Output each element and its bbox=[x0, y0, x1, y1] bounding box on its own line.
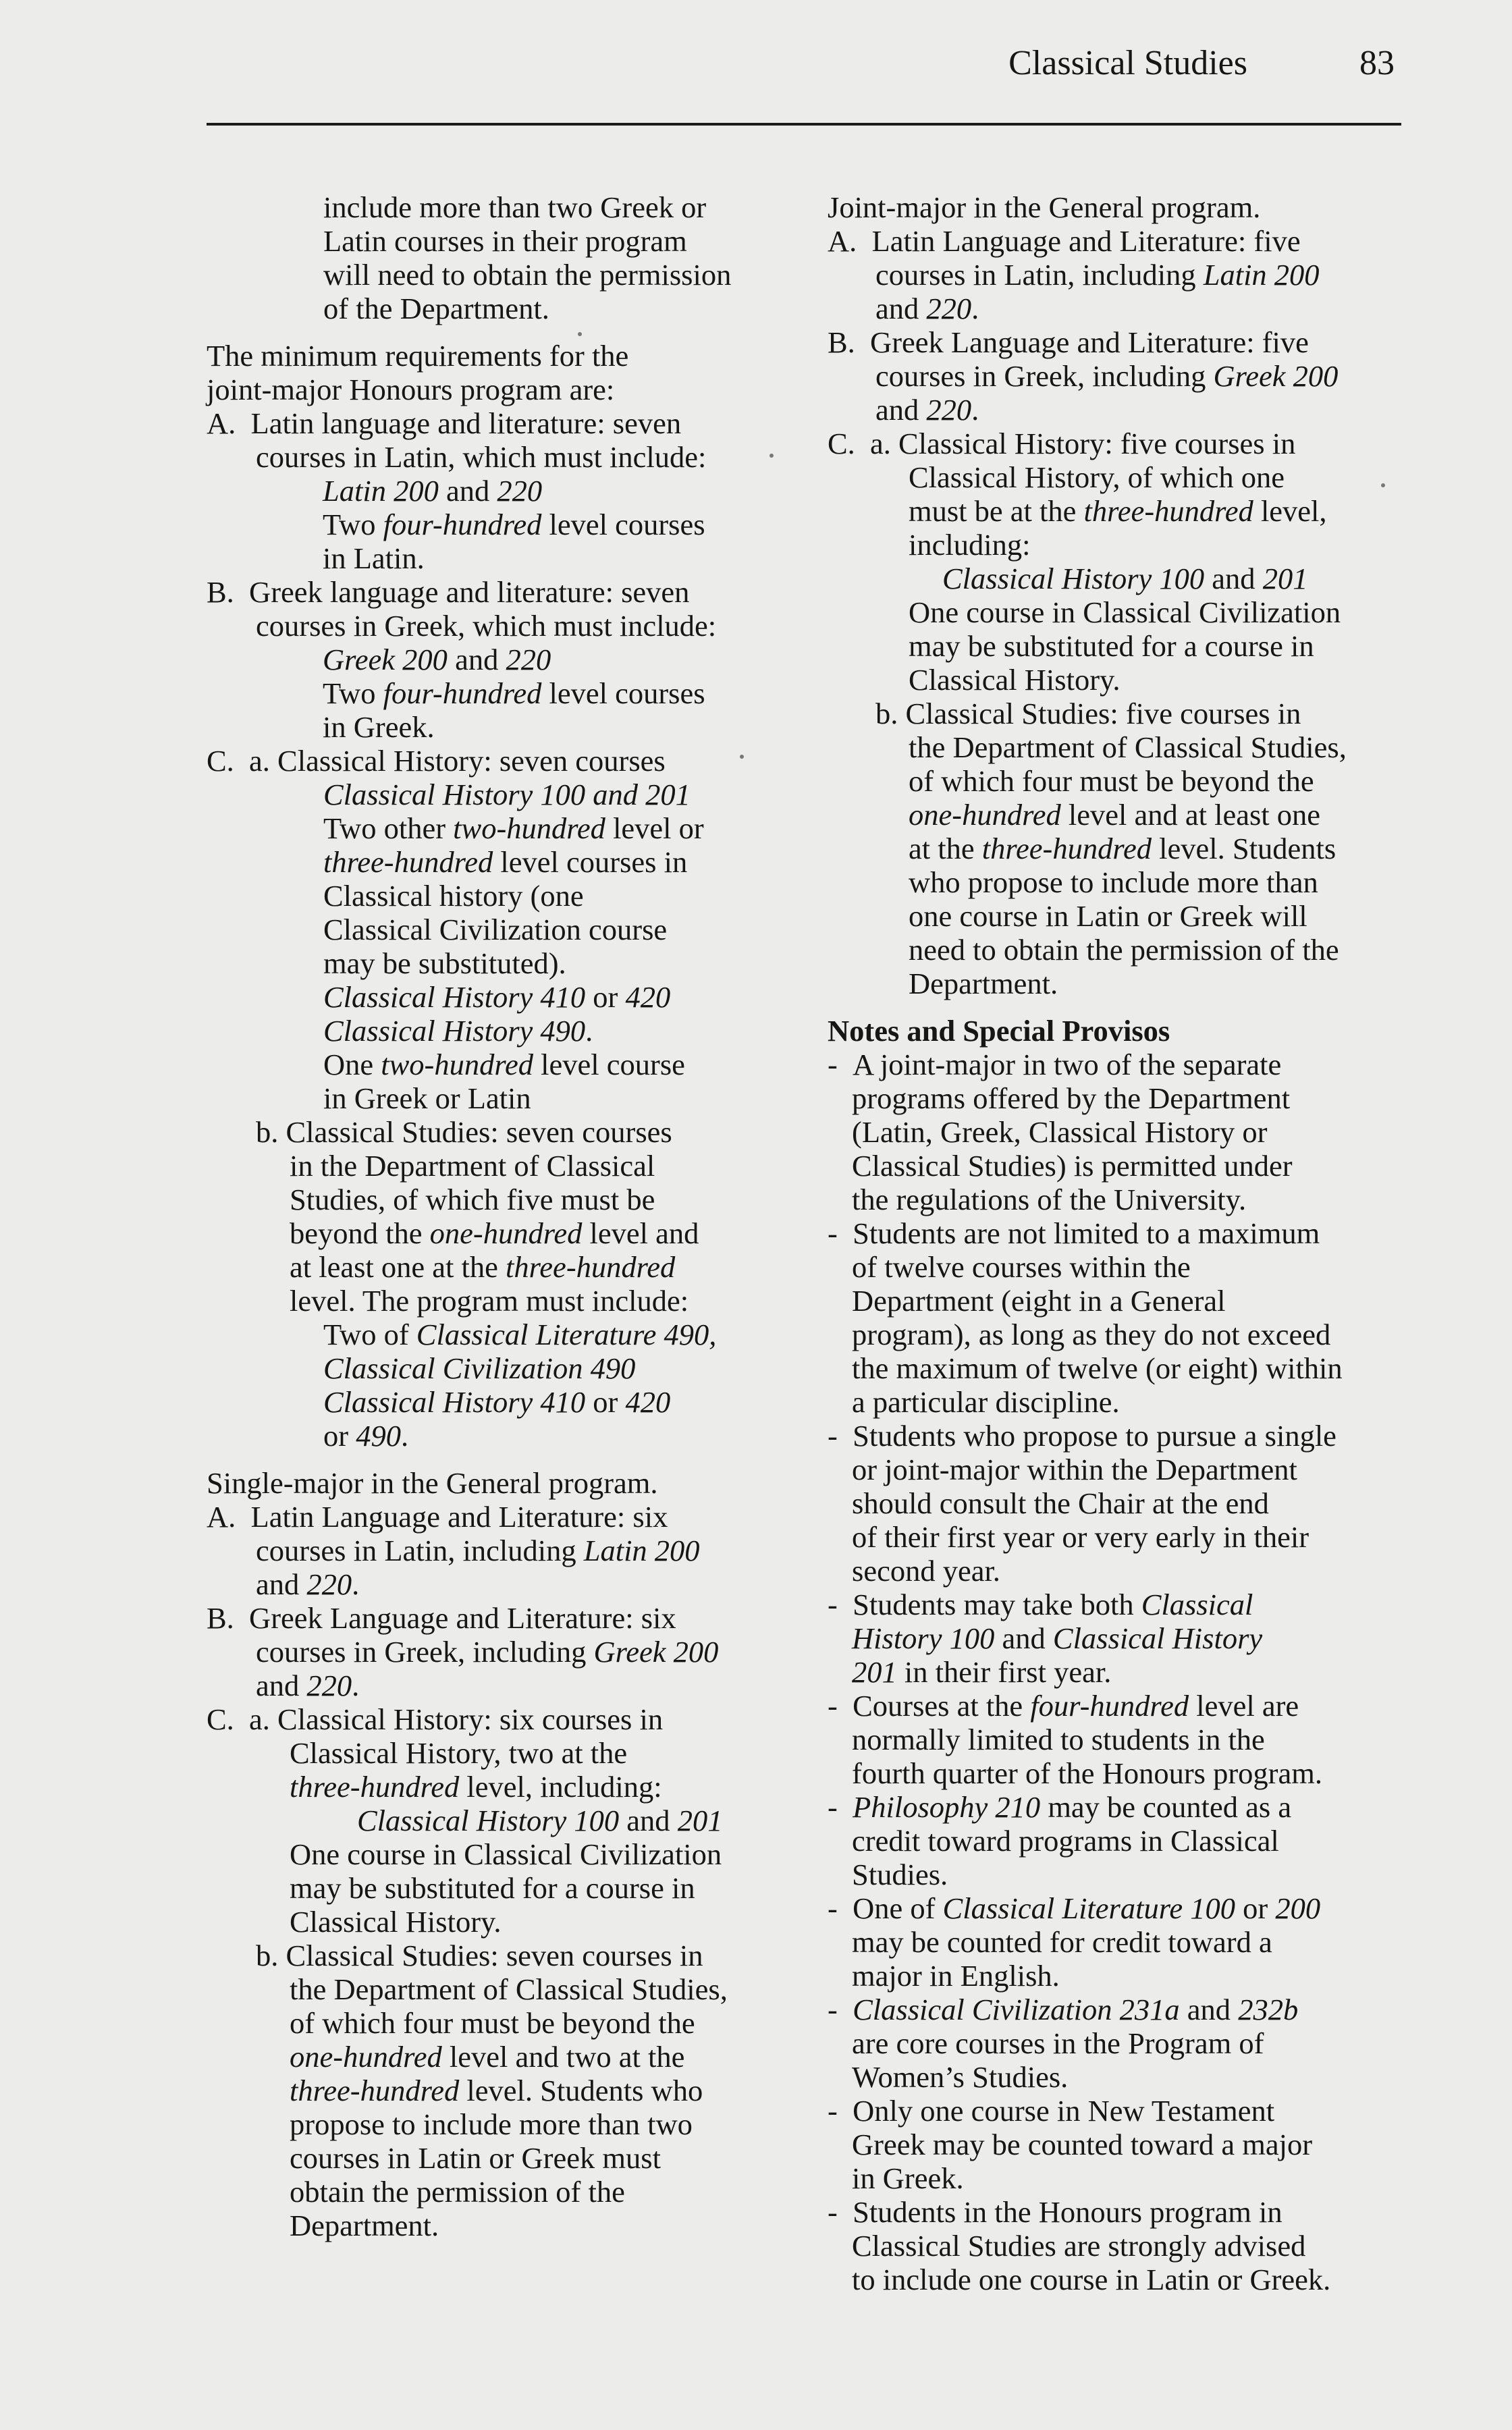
text-line: of which four must be beyond the bbox=[909, 764, 1314, 798]
text-line: A. Latin Language and Literature: six bbox=[207, 1500, 668, 1534]
text-line: one-hundred level and two at the bbox=[290, 2040, 685, 2074]
text-line: Classical Civilization course bbox=[323, 913, 668, 946]
text-line: will need to obtain the permission bbox=[323, 258, 732, 292]
text-line: - Philosophy 210 may be counted as a bbox=[828, 1790, 1292, 1824]
text-line: propose to include more than two bbox=[290, 2107, 693, 2141]
text-line: are core courses in the Program of bbox=[852, 2026, 1264, 2060]
text-line: should consult the Chair at the end bbox=[852, 1486, 1269, 1520]
text-line: One course in Classical Civilization bbox=[290, 1837, 722, 1871]
text-line: Department (eight in a General bbox=[852, 1284, 1226, 1318]
text-line: Department. bbox=[290, 2209, 439, 2242]
text-line: courses in Greek, which must include: bbox=[256, 609, 717, 643]
text-line: may be substituted for a course in bbox=[909, 629, 1314, 663]
text-line: and 220. bbox=[875, 292, 979, 325]
text-line: Classical History 410 or 420 bbox=[323, 1385, 671, 1419]
scan-speck bbox=[740, 755, 744, 759]
text-line: the Department of Classical Studies, bbox=[909, 730, 1347, 764]
text-line: Classical Studies) is permitted under bbox=[852, 1149, 1293, 1183]
text-line: - Students may take both Classical bbox=[828, 1588, 1253, 1621]
text-line: joint-major Honours program are: bbox=[207, 373, 615, 406]
text-line: 201 in their first year. bbox=[852, 1655, 1112, 1689]
text-line: in Greek. bbox=[852, 2161, 964, 2195]
text-line: Studies. bbox=[852, 1858, 948, 1891]
scan-speck bbox=[770, 454, 774, 458]
text-line: the Department of Classical Studies, bbox=[290, 1972, 728, 2006]
text-line: (Latin, Greek, Classical History or bbox=[852, 1115, 1268, 1149]
text-line: B. Greek Language and Literature: six bbox=[207, 1601, 676, 1635]
text-line: - A joint-major in two of the separate bbox=[828, 1048, 1282, 1081]
text-line: one course in Latin or Greek will bbox=[909, 899, 1307, 933]
text-line: Classical History 100 and 201 bbox=[357, 1804, 723, 1837]
text-line: of which four must be beyond the bbox=[290, 2006, 695, 2040]
text-line: need to obtain the permission of the bbox=[909, 933, 1339, 967]
text-line: and 220. bbox=[256, 1567, 360, 1601]
text-line: three-hundred level courses in bbox=[323, 845, 688, 879]
text-line: Classical Studies are strongly advised bbox=[852, 2229, 1306, 2263]
text-line: - Classical Civilization 231a and 232b bbox=[828, 1993, 1299, 2026]
text-line: courses in Latin, including Latin 200 bbox=[875, 258, 1320, 292]
text-line: who propose to include more than bbox=[909, 865, 1318, 899]
text-line: of twelve courses within the bbox=[852, 1250, 1191, 1284]
text-line: courses in Greek, including Greek 200 bbox=[256, 1635, 719, 1669]
text-line: programs offered by the Department bbox=[852, 1081, 1291, 1115]
text-line: Latin 200 and 220 bbox=[323, 474, 543, 508]
text-line: Two of Classical Literature 490, bbox=[323, 1318, 717, 1351]
text-line: courses in Latin, which must include: bbox=[256, 440, 707, 474]
left-column-block bbox=[207, 1466, 787, 2242]
text-line: The minimum requirements for the bbox=[207, 339, 629, 373]
text-line: a particular discipline. bbox=[852, 1385, 1120, 1419]
text-line: C. a. Classical History: six courses in bbox=[207, 1702, 664, 1736]
text-line: beyond the one-hundred level and bbox=[290, 1216, 699, 1250]
text-line: b. Classical Studies: five courses in bbox=[875, 697, 1301, 730]
text-line: - Students are not limited to a maximum bbox=[828, 1216, 1320, 1250]
text-line: courses in Latin, including Latin 200 bbox=[256, 1534, 700, 1567]
text-line: fourth quarter of the Honours program. bbox=[852, 1756, 1322, 1790]
text-line: - Only one course in New Testament bbox=[828, 2094, 1275, 2128]
right-column bbox=[828, 190, 1401, 2296]
left-column bbox=[207, 190, 787, 2242]
text-line: or joint-major within the Department bbox=[852, 1453, 1297, 1486]
text-line: three-hundred level. Students who bbox=[290, 2074, 703, 2107]
right-column-block bbox=[828, 190, 1401, 1000]
left-column-block bbox=[207, 339, 787, 1453]
text-line: Classical History, of which one bbox=[909, 460, 1285, 494]
text-line: - Courses at the four-hundred level are bbox=[828, 1689, 1299, 1723]
text-line: Women’s Studies. bbox=[852, 2060, 1069, 2094]
text-line: normally limited to students in the bbox=[852, 1723, 1265, 1756]
text-line: B. Greek language and literature: seven bbox=[207, 575, 690, 609]
text-line: including: bbox=[909, 528, 1031, 562]
text-line: C. a. Classical History: seven courses bbox=[207, 744, 666, 778]
text-line: one-hundred level and at least one bbox=[909, 798, 1321, 832]
text-line: and 220. bbox=[256, 1669, 360, 1702]
page-header bbox=[207, 39, 1401, 127]
text-line: or 490. bbox=[323, 1419, 409, 1453]
text-line: Classical history (one bbox=[323, 879, 584, 913]
page-number: 83 bbox=[1359, 44, 1395, 82]
text-line: - Students in the Honours program in bbox=[828, 2195, 1282, 2229]
text-line: second year. bbox=[852, 1554, 1000, 1588]
text-line: Studies, of which five must be bbox=[290, 1183, 655, 1216]
text-line: at least one at the three-hundred bbox=[290, 1250, 676, 1284]
text-line: in Latin. bbox=[323, 541, 425, 575]
text-line: obtain the permission of the bbox=[290, 2175, 625, 2209]
text-line: B. Greek Language and Literature: five bbox=[828, 325, 1309, 359]
text-line: - One of Classical Literature 100 or 200 bbox=[828, 1891, 1321, 1925]
text-line: to include one course in Latin or Greek. bbox=[852, 2263, 1331, 2296]
text-line: Two four-hundred level courses bbox=[323, 508, 705, 541]
section-heading: Notes and Special Provisos bbox=[828, 1014, 1170, 1048]
text-line: Classical History 100 and 201 bbox=[942, 562, 1308, 595]
text-line: include more than two Greek or bbox=[323, 190, 707, 224]
text-line: History 100 and Classical History bbox=[852, 1621, 1263, 1655]
text-line: Classical History, two at the bbox=[290, 1736, 628, 1770]
text-line: the maximum of twelve (or eight) within bbox=[852, 1351, 1343, 1385]
text-line: Classical Civilization 490 bbox=[323, 1351, 636, 1385]
text-line: must be at the three-hundred level, bbox=[909, 494, 1327, 528]
text-line: Two four-hundred level courses bbox=[323, 676, 705, 710]
running-title: Classical Studies bbox=[1008, 44, 1247, 82]
text-line: One course in Classical Civilization bbox=[909, 595, 1341, 629]
text-line: may be substituted for a course in bbox=[290, 1871, 695, 1905]
text-line: in Greek or Latin bbox=[323, 1081, 531, 1115]
text-line: Classical History. bbox=[290, 1905, 502, 1939]
text-line: Classical History 100 and 201 bbox=[323, 778, 691, 811]
text-line: b. Classical Studies: seven courses bbox=[256, 1115, 672, 1149]
text-line: may be substituted). bbox=[323, 946, 566, 980]
scan-speck bbox=[578, 332, 582, 336]
text-line: Classical History. bbox=[909, 663, 1120, 697]
text-line: the regulations of the University. bbox=[852, 1183, 1247, 1216]
text-line: One two-hundred level course bbox=[323, 1048, 685, 1081]
text-line: of their first year or very early in their bbox=[852, 1520, 1310, 1554]
text-line: credit toward programs in Classical bbox=[852, 1824, 1279, 1858]
text-line: and 220. bbox=[875, 393, 979, 427]
text-line: at the three-hundred level. Students bbox=[909, 832, 1336, 865]
text-line: Single-major in the General program. bbox=[207, 1466, 658, 1500]
text-line: may be counted for credit toward a bbox=[852, 1925, 1272, 1959]
text-line: of the Department. bbox=[323, 292, 549, 325]
text-line: courses in Greek, including Greek 200 bbox=[875, 359, 1339, 393]
text-line: courses in Latin or Greek must bbox=[290, 2141, 661, 2175]
left-column-block bbox=[207, 190, 787, 325]
text-line: level. The program must include: bbox=[290, 1284, 689, 1318]
text-line: Greek may be counted toward a major bbox=[852, 2128, 1313, 2161]
text-line: Greek 200 and 220 bbox=[323, 643, 551, 676]
header-rule bbox=[207, 123, 1401, 126]
text-line: A. Latin language and literature: seven bbox=[207, 406, 682, 440]
text-line: program), as long as they do not exceed bbox=[852, 1318, 1331, 1351]
text-line: major in English. bbox=[852, 1959, 1060, 1993]
text-line: Classical History 410 or 420 bbox=[323, 980, 671, 1014]
text-line: Latin courses in their program bbox=[323, 224, 687, 258]
right-column-block bbox=[828, 1014, 1401, 2296]
text-line: Joint-major in the General program. bbox=[828, 190, 1261, 224]
text-line: in Greek. bbox=[323, 710, 435, 744]
text-line: A. Latin Language and Literature: five bbox=[828, 224, 1301, 258]
text-line: Two other two-hundred level or bbox=[323, 811, 704, 845]
scan-speck bbox=[1381, 483, 1385, 487]
text-line: Department. bbox=[909, 967, 1058, 1000]
text-line: in the Department of Classical bbox=[290, 1149, 655, 1183]
text-line: C. a. Classical History: five courses in bbox=[828, 427, 1296, 460]
text-line: Classical History 490. bbox=[323, 1014, 593, 1048]
text-line: b. Classical Studies: seven courses in bbox=[256, 1939, 703, 1972]
text-line: - Students who propose to pursue a single bbox=[828, 1419, 1336, 1453]
text-line: three-hundred level, including: bbox=[290, 1770, 662, 1804]
